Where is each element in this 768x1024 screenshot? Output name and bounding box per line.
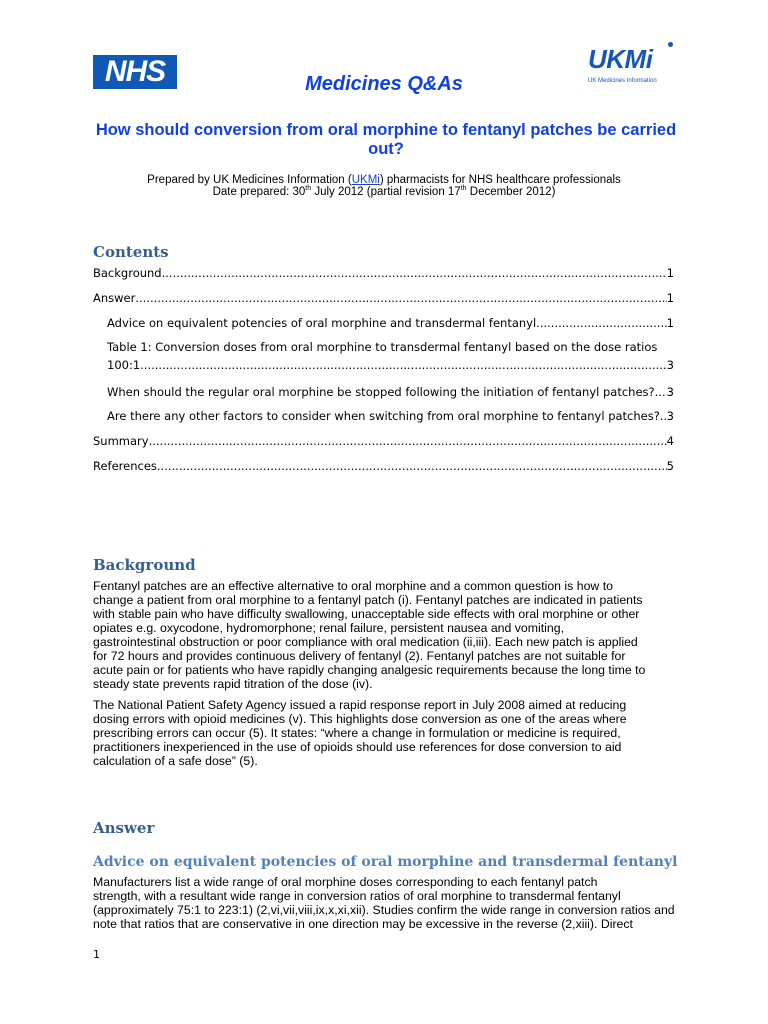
- toc-title: Are there any other factors to consider when switching from oral morphine to fentanyl patches?: [107, 409, 660, 423]
- toc-title: References: [93, 459, 157, 473]
- nhs-logo: NHS: [93, 55, 177, 89]
- toc-entry-stop-morphine[interactable]: [107, 383, 674, 401]
- text-line: (approximately 75:1 to 223:1) (2,vi,vii,viii,ix,x,xi,xii). Studies confirm the wide range in conversion ratios and: [93, 903, 675, 917]
- toc-entry-equivalent-potencies[interactable]: [107, 314, 674, 332]
- date-text-c: December 2012): [466, 186, 556, 198]
- toc-page: 3: [666, 409, 674, 423]
- text-line: acute pain or for patients who have rapidly changing analgesic requirements because the long time to: [93, 663, 646, 677]
- toc-title: When should the regular oral morphine be stopped following the initiation of fentanyl patches?: [107, 385, 655, 399]
- toc-page: 3: [666, 358, 674, 372]
- text-line: steady state prevents rapid titration of the dose (iv).: [93, 677, 373, 691]
- toc-entry-references[interactable]: [93, 457, 674, 475]
- toc-title: Answer: [93, 291, 136, 305]
- toc-page: 1: [666, 291, 674, 305]
- toc-title: Table 1: Conversion doses from oral morphine to transdermal fentanyl based on the dose ratios: [107, 340, 658, 354]
- toc-page: 4: [666, 434, 674, 448]
- text-line: practitioners inexperienced in the use of opioids should use references for dose conversion to aid: [93, 740, 622, 754]
- text-line: gastrointestinal obstruction or poor compliance with oral medication (ii,iii). Each new patch is applied: [93, 635, 638, 649]
- background-paragraph-2: [93, 698, 681, 768]
- toc-title-continued: 100:1: [107, 358, 141, 372]
- text-line: opiates e.g. oxycodone, hydromorphone; renal failure, persistent nausea and vomiting,: [93, 621, 564, 635]
- text-line: strength, with a resultant wide range in conversion ratios of oral morphine to transdermal fentanyl: [93, 889, 621, 903]
- document-title: Medicines Q&As: [305, 73, 463, 95]
- toc-page: 5: [666, 459, 674, 473]
- toc-entry-summary[interactable]: [93, 432, 674, 450]
- answer-paragraph: [93, 875, 681, 931]
- text-line: prescribing errors can occur (5). It states: “where a change in formulation or medicine is required,: [93, 726, 621, 740]
- page-number: 1: [93, 948, 100, 961]
- text-line: The National Patient Safety Agency issued a rapid response report in July 2008 aimed at reducing: [93, 698, 627, 712]
- text-line: with stable pain who have difficulty swallowing, unacceptable side effects with oral morphine or other: [93, 607, 640, 621]
- toc-page: 1: [666, 266, 674, 280]
- question-title: How should conversion from oral morphine to fentanyl patches be carried out?: [95, 121, 677, 158]
- date-sup-1: th: [305, 185, 312, 193]
- date-text-b: July 2012 (partial revision 17: [311, 186, 461, 198]
- toc-title: Advice on equivalent potencies of oral morphine and transdermal fentanyl: [107, 316, 537, 330]
- prepared-by-text: Prepared by UK Medicines Information (: [147, 174, 352, 186]
- toc-title: Background: [93, 266, 162, 280]
- contents-heading: Contents: [93, 243, 169, 261]
- toc-entry-answer[interactable]: [93, 289, 674, 307]
- ukmi-link[interactable]: UKMi: [351, 174, 380, 186]
- equivalent-potencies-subheading: Advice on equivalent potencies of oral morphine and transdermal fentanyl: [93, 854, 678, 870]
- ukmi-logo-tagline: UK Medicines Information: [588, 78, 657, 84]
- prepared-by-text-end: ) pharmacists for NHS healthcare professionals: [379, 174, 621, 186]
- background-heading: Background: [93, 556, 196, 574]
- ukmi-logo-word: UKMi: [588, 44, 653, 74]
- background-paragraph-1: [93, 579, 681, 691]
- toc-entry-other-factors[interactable]: [107, 407, 674, 425]
- toc-page: 3: [666, 385, 674, 399]
- text-line: note that ratios that are conservative in one direction may be excessive in the reverse (2,xiii). Direct: [93, 917, 633, 931]
- answer-heading: Answer: [93, 819, 155, 837]
- text-line: calculation of a safe dose” (5).: [93, 754, 258, 768]
- text-line: Manufacturers list a wide range of oral morphine doses corresponding to each fentanyl patch: [93, 875, 598, 889]
- toc-entry-table-1[interactable]: [107, 338, 674, 374]
- date-sup-2: th: [460, 185, 467, 193]
- toc-entry-background[interactable]: [93, 264, 674, 282]
- ukmi-logo-dot: [668, 42, 673, 47]
- toc-page: 1: [666, 316, 674, 330]
- date-text-a: Date prepared: 30: [212, 186, 306, 198]
- text-line: Fentanyl patches are an effective alternative to oral morphine and a common question is how to: [93, 579, 613, 593]
- toc-title: Summary: [93, 434, 149, 448]
- date-prepared-line: [0, 186, 768, 199]
- text-line: dosing errors with opioid medicines (v). This highlights dose conversion as one of the areas where: [93, 712, 627, 726]
- text-line: for 72 hours and provides continuous delivery of fentanyl (2). Fentanyl patches are not suitable for: [93, 649, 626, 663]
- text-line: change a patient from oral morphine to a fentanyl patch (i). Fentanyl patches are indicated in patients: [93, 593, 643, 607]
